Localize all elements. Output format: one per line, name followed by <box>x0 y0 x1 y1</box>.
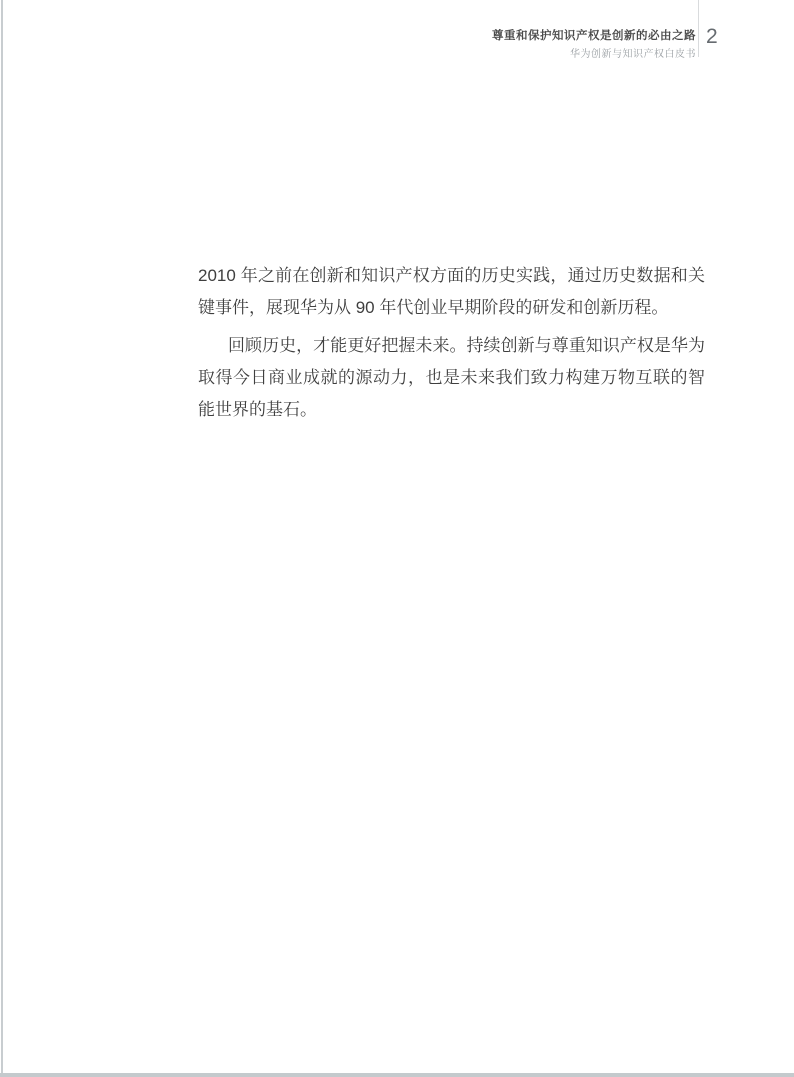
running-header-title: 尊重和保护知识产权是创新的必由之路 <box>492 30 696 42</box>
running-header-subtitle: 华为创新与知识产权白皮书 <box>570 49 696 60</box>
running-header <box>492 28 696 61</box>
header-divider-line <box>698 0 699 57</box>
paragraph-2: 回顾历史，才能更好把握未来。持续创新与尊重知识产权是华为取得今日商业成就的源动力，也是未来我们致力构建万物互联的智能世界的基石。 <box>198 336 705 419</box>
paragraph-1: 2010 年之前在创新和知识产权方面的历史实践，通过历史数据和关键事件，展现华为从 90 年代创业早期阶段的研发和创新历程。 <box>198 266 705 317</box>
page-edge-bottom <box>0 1073 794 1077</box>
body-text-block <box>198 260 705 426</box>
page-number: 2 <box>706 25 718 48</box>
page-edge-left <box>1 0 3 1077</box>
